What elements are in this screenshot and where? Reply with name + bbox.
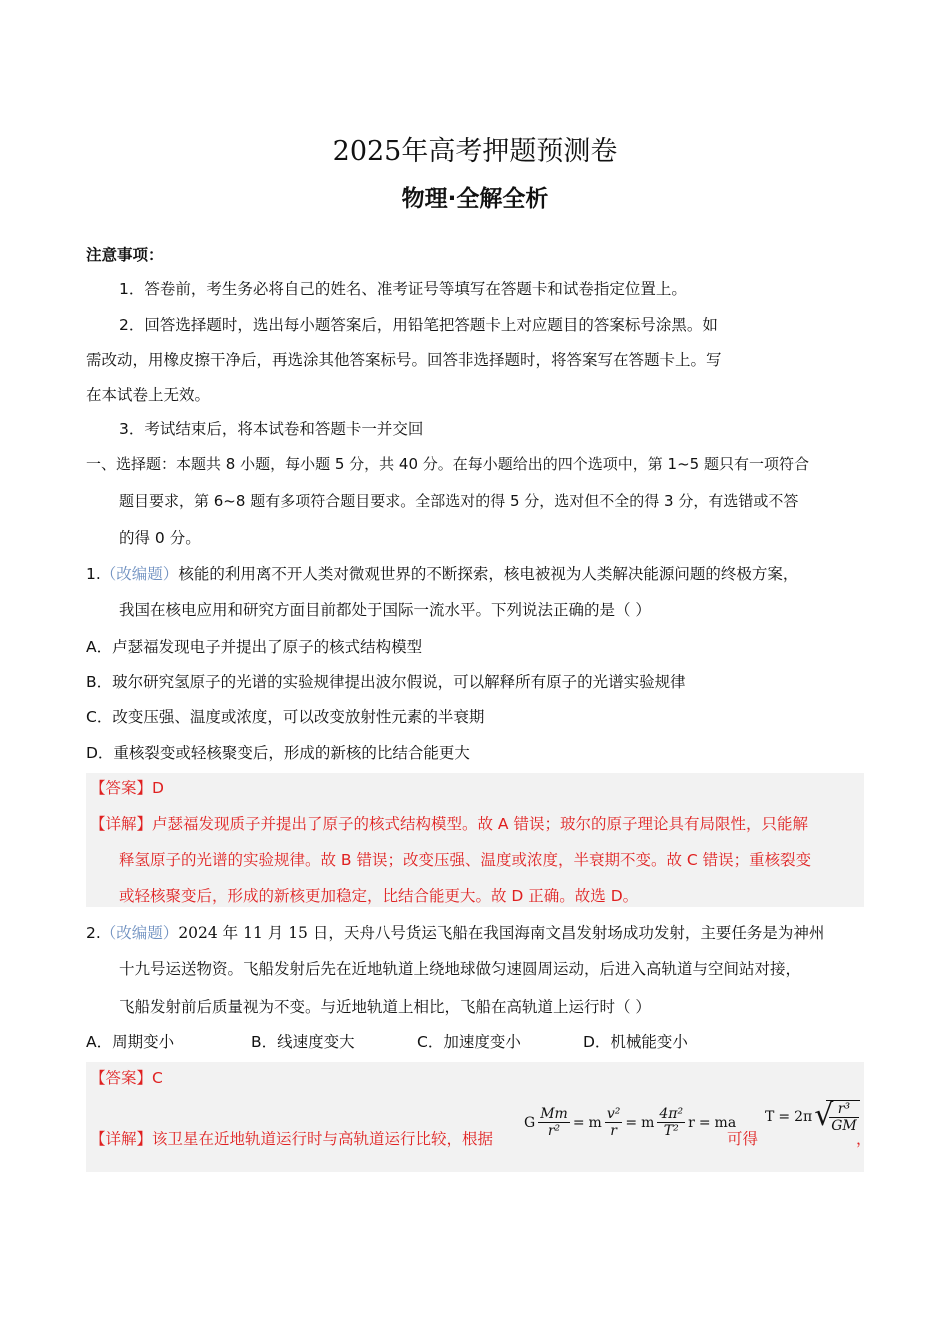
question-2-detail-end: ， xyxy=(856,1130,872,1148)
question-1-stem-text-1: 核能的利用离不开人类对微观世界的不断探索，核电被视为人类解决能源问题的终极方案， xyxy=(178,565,799,583)
question-2-stem-line-2: 十九号运送物资。飞船发射后先在近地轨道上绕地球做匀速圆周运动，后进入高轨道与空间站对接， xyxy=(119,960,802,978)
question-2-answer: 【答案】C xyxy=(90,1069,163,1087)
section-1-line-2: 题目要求，第 6~8 题有多项符合题目要求。全部选对的得 5 分，选对但不全的得 3 分，有选错或不答 xyxy=(119,492,799,510)
formula-m-2: m xyxy=(641,1114,655,1131)
formula-equals-3: = xyxy=(698,1114,711,1131)
notice-heading: 注意事项： xyxy=(86,246,164,264)
formula-2pi: 2π xyxy=(794,1109,813,1125)
question-2-detail-prefix: 【详解】该卫星在近地轨道运行时与高轨道运行比较，根据 xyxy=(90,1130,494,1148)
fraction-mm-over-r2 xyxy=(538,1106,570,1139)
formula-gm: GM xyxy=(831,1118,857,1134)
formula-g: G xyxy=(524,1114,536,1131)
notice-item-3: 3．考试结束后，将本试卷和答题卡一并交回 xyxy=(119,420,424,438)
question-1-detail-line-1: 【详解】卢瑟福发现质子并提出了原子的核式结构模型。故 A 错误；玻尔的原子理论具有局限性，只能解 xyxy=(90,815,808,833)
formula-v2: v² xyxy=(606,1106,621,1122)
fraction-4pi2-over-t2 xyxy=(657,1106,685,1139)
section-1-line-1: 一、选择题：本题共 8 小题，每小题 5 分，共 40 分。在每小题给出的四个选项中，第 1~5 题只有一项符合 xyxy=(86,455,809,473)
fraction-v2-over-r xyxy=(605,1106,623,1139)
formula-t: T xyxy=(765,1109,775,1125)
page-subtitle: 物理·全解全析 xyxy=(401,186,549,212)
formula-ma: ma xyxy=(714,1114,737,1131)
notice-item-1: 1．答卷前，考生务必将自己的姓名、准考证号等填写在答题卡和试卷指定位置上。 xyxy=(119,280,687,298)
formula-4pi2: 4π² xyxy=(659,1106,684,1122)
question-1-option-b: B．玻尔研究氢原子的光谱的实验规律提出波尔假说，可以解释所有原子的光谱实验规律 xyxy=(86,673,686,691)
formula-r3: r³ xyxy=(829,1101,859,1118)
question-1-option-a: A．卢瑟福发现电子并提出了原子的核式结构模型 xyxy=(86,638,423,656)
radical-icon: √ xyxy=(814,1098,834,1133)
notice-item-2-line-2: 需改动，用橡皮擦干净后，再选涂其他答案标号。回答非选择题时，将答案写在答题卡上。写 xyxy=(86,351,722,369)
question-1-detail-line-3: 或轻核聚变后，形成的新核更加稳定，比结合能更大。故 D 正确。故选 D。 xyxy=(119,887,639,905)
formula-r: r xyxy=(688,1114,695,1131)
formula-mm: Mm xyxy=(540,1106,568,1122)
formula-equals-4: = xyxy=(778,1109,791,1125)
question-1-answer: 【答案】D xyxy=(90,779,164,797)
question-2-option-d: D．机械能变小 xyxy=(583,1033,688,1051)
period-equation xyxy=(763,1100,860,1134)
question-2-option-b: B．线速度变大 xyxy=(251,1033,355,1051)
notice-item-2-line-3: 在本试卷上无效。 xyxy=(86,386,211,404)
notice-item-2-line-1: 2．回答选择题时，选出每小题答案后，用铅笔把答题卡上对应题目的答案标号涂黑。如 xyxy=(119,316,718,334)
question-2-detail-mid: 可得 xyxy=(727,1130,759,1148)
question-2-tag: （改编题） xyxy=(100,924,179,942)
question-1-tag: （改编题） xyxy=(100,565,179,583)
question-1-option-d: D．重核裂变或轻核聚变后，形成的新核的比结合能更大 xyxy=(86,744,470,762)
question-2-stem-line-1 xyxy=(86,922,824,944)
fraction-r3-over-gm xyxy=(829,1101,859,1134)
formula-r2: r² xyxy=(547,1123,561,1139)
gravitation-equation xyxy=(522,1106,738,1139)
question-1-stem-line-1 xyxy=(86,563,798,585)
question-2-answer-box xyxy=(86,1062,864,1172)
square-root xyxy=(814,1100,860,1134)
question-1-number: 1. xyxy=(86,565,101,583)
question-2-option-a: A．周期变小 xyxy=(86,1033,175,1051)
question-1-stem-line-2: 我国在核电应用和研究方面目前都处于国际一流水平。下列说法正确的是（ ） xyxy=(119,601,651,619)
question-1-option-c: C．改变压强、温度或浓度，可以改变放射性元素的半衰期 xyxy=(86,708,485,726)
question-2-stem-text-1: 2024 年 11 月 15 日，天舟八号货运飞船在我国海南文昌发射场成功发射，主要任务是为神州 xyxy=(178,924,825,942)
question-2-number: 2. xyxy=(86,924,101,942)
question-2-option-c: C．加速度变小 xyxy=(417,1033,521,1051)
section-1-line-3: 的得 0 分。 xyxy=(119,529,201,547)
formula-r-den: r xyxy=(610,1123,617,1139)
formula-m-1: m xyxy=(588,1114,602,1131)
page-title: 2025年高考押题预测卷 xyxy=(332,136,618,167)
formula-equals-2: = xyxy=(625,1114,638,1131)
question-2-stem-line-3: 飞船发射前后质量视为不变。与近地轨道上相比，飞船在高轨道上运行时（ ） xyxy=(119,998,651,1016)
question-1-detail-line-2: 释氢原子的光谱的实验规律。故 B 错误；改变压强、温度或浓度，半衰期不变。故 C 错误；重核裂变 xyxy=(119,851,812,869)
formula-equals-1: = xyxy=(572,1114,585,1131)
formula-t2: T² xyxy=(663,1123,679,1139)
